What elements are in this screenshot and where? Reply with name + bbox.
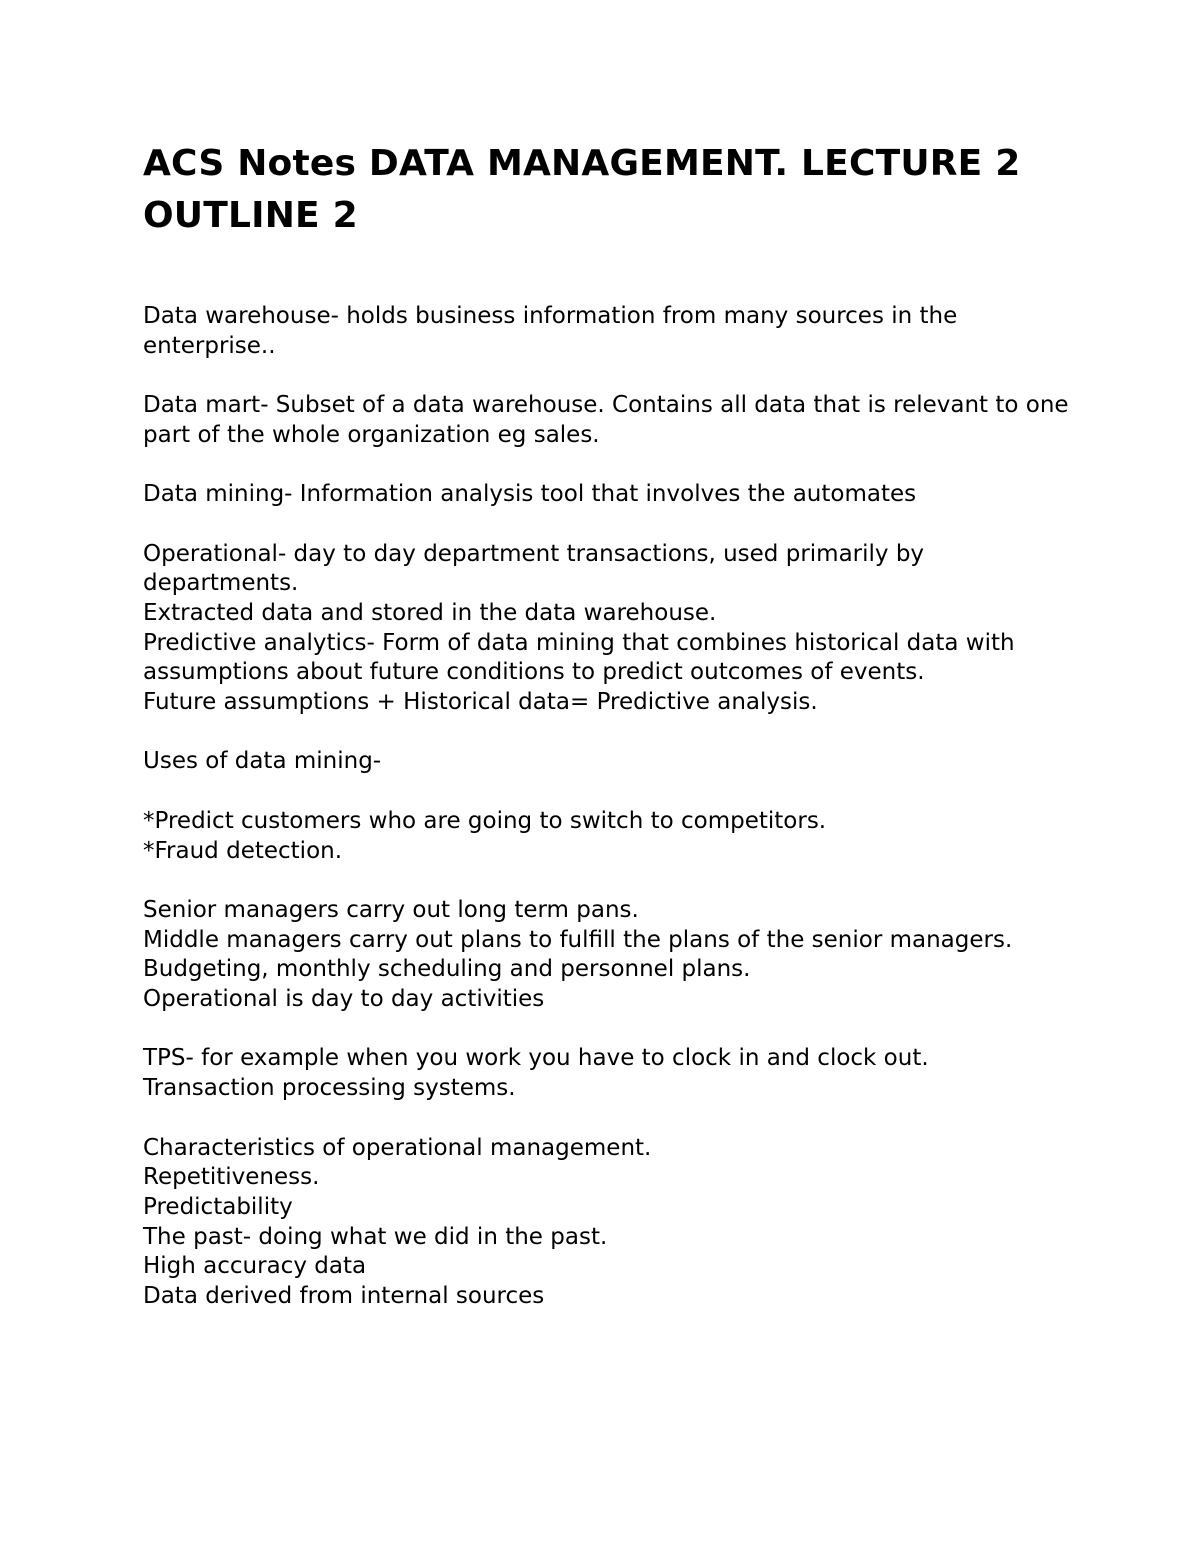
text-line: The past- doing what we did in the past.	[143, 1223, 608, 1250]
document-title: ACS Notes DATA MANAGEMENT. LECTURE 2 OUTLINE 2	[143, 143, 1021, 236]
paragraph-data-mart	[143, 391, 1083, 450]
text-line: Operational is day to day activities	[143, 986, 545, 1013]
text-line: Predictability	[143, 1193, 293, 1220]
list-item: *Fraud detection.	[143, 837, 343, 864]
paragraph-uses-heading	[143, 747, 1083, 777]
text-line: Data mining- Information analysis tool that involves the automates	[143, 481, 917, 508]
text-line: Operational- day to day department transactions, used primarily by departments.	[143, 540, 932, 597]
text-line: Repetitiveness.	[143, 1164, 320, 1191]
paragraph-data-warehouse	[143, 302, 1083, 361]
paragraph-tps	[143, 1044, 1083, 1103]
document-body	[143, 138, 1083, 1341]
paragraph-managers	[143, 896, 1083, 1015]
text-line: Predictive analytics- Form of data mining that combines historical data with assumptions about future conditions to predict outcomes of events.	[143, 629, 1022, 686]
text-line: TPS- for example when you work you have to clock in and clock out.	[143, 1045, 929, 1072]
paragraph-uses-list	[143, 807, 1083, 866]
text-line: Extracted data and stored in the data warehouse.	[143, 599, 717, 626]
text-line: Middle managers carry out plans to fulfill the plans of the senior managers. Budgeting, monthly scheduling and personnel plans.	[143, 926, 1020, 983]
text-line: Characteristics of operational management.	[143, 1134, 652, 1161]
text-line: Data derived from internal sources	[143, 1283, 545, 1310]
list-item: *Predict customers who are going to switch to competitors.	[143, 807, 827, 834]
text-line: Uses of data mining-	[143, 748, 382, 775]
text-line: Data warehouse- holds business information from many sources in the enterprise..	[143, 303, 965, 359]
paragraph-characteristics	[143, 1134, 1083, 1312]
text-line: Senior managers carry out long term pans.	[143, 896, 639, 923]
text-line: Data mart- Subset of a data warehouse. Contains all data that is relevant to one part of the whole organization eg sales.	[143, 392, 1076, 448]
paragraph-operational	[143, 540, 1083, 718]
text-line: Transaction processing systems.	[143, 1075, 516, 1102]
text-line: High accuracy data	[143, 1253, 367, 1280]
text-line: Future assumptions + Historical data= Predictive analysis.	[143, 689, 818, 716]
paragraph-data-mining	[143, 480, 1083, 510]
